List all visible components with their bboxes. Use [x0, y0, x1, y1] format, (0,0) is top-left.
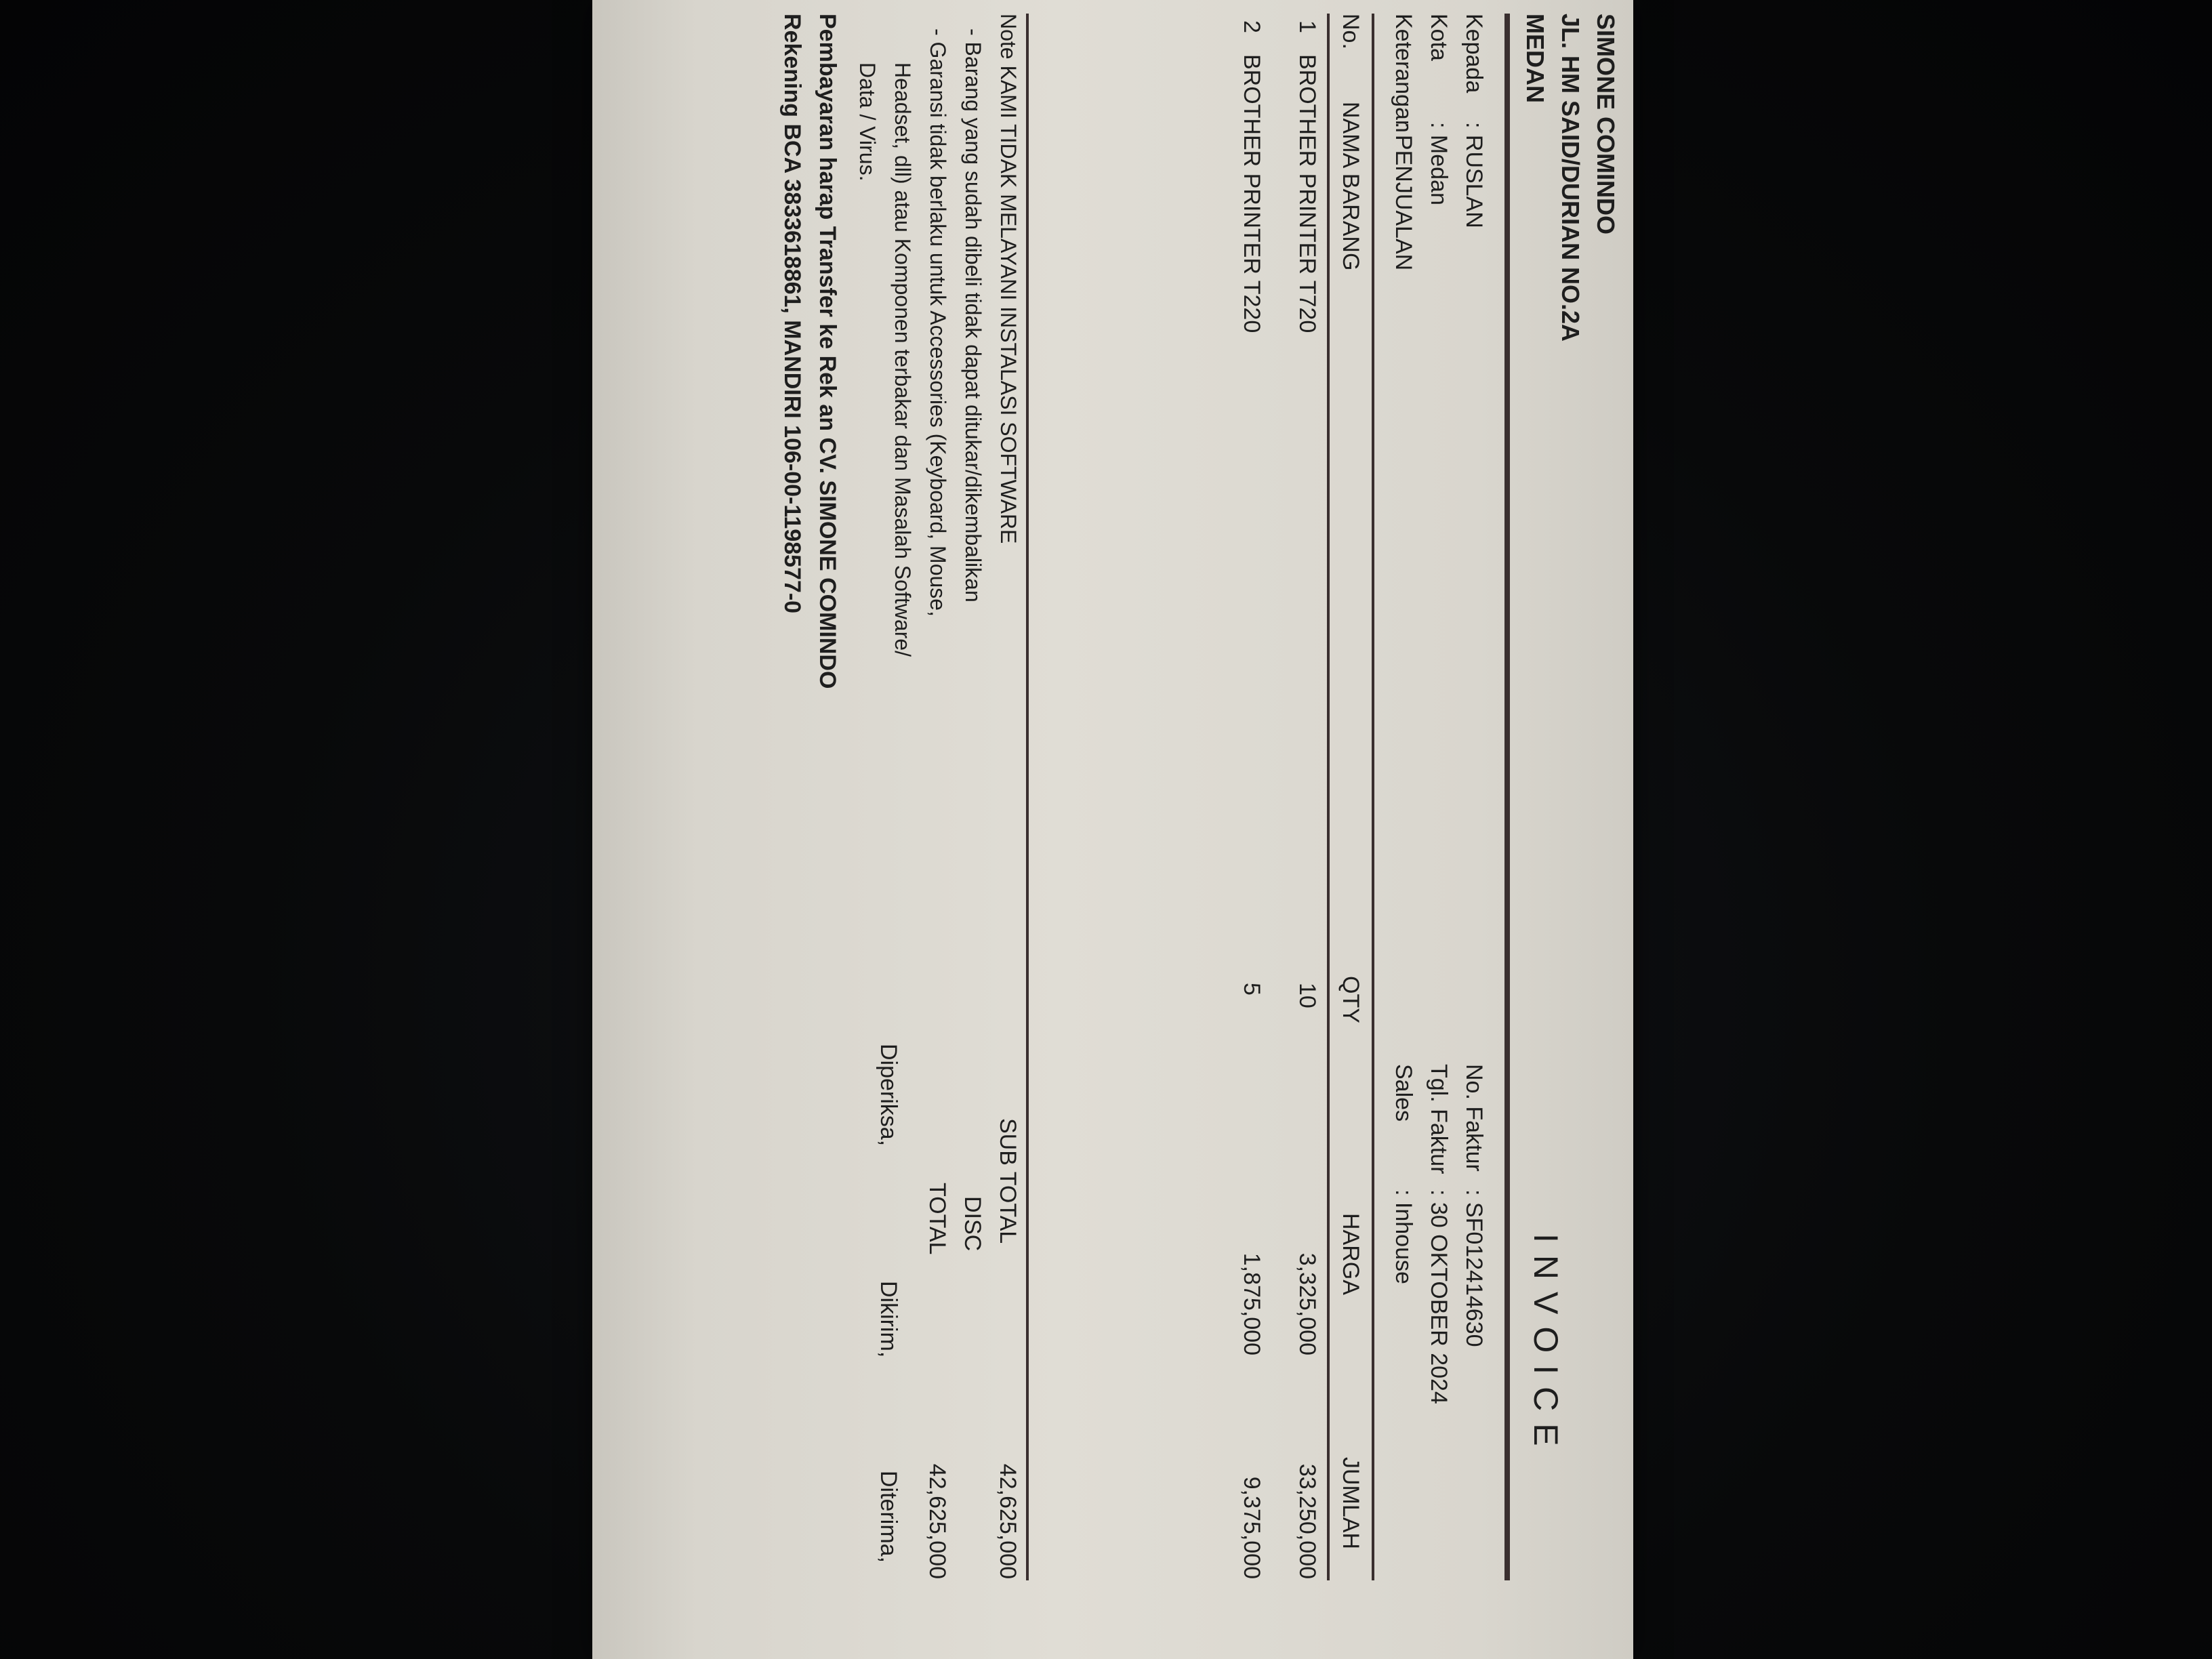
- kepada-value: : RUSLAN: [1461, 122, 1487, 228]
- sign-diperiksa: Diperiksa,: [876, 1044, 901, 1147]
- row1-harga: 3,325,000: [1294, 1252, 1320, 1355]
- sales-value: : Inhouse: [1391, 1189, 1416, 1284]
- header-divider: [1504, 14, 1510, 1580]
- kepada-label: Kepada: [1461, 14, 1487, 94]
- col-no-header: No.: [1338, 14, 1364, 49]
- row1-qty: 10: [1294, 983, 1320, 1008]
- table-header-rule: [1327, 14, 1330, 1580]
- keterangan-label: Keterangan: [1391, 14, 1416, 133]
- row2-nama: BROTHER PRINTER T220: [1239, 54, 1265, 333]
- table-bottom-rule: [1026, 14, 1029, 1580]
- sign-diterima: Diterima,: [876, 1471, 901, 1563]
- note-line-3: Headset, dll) atau Komponen terbakar dan Masalah Software/: [890, 62, 915, 657]
- col-nama-header: NAMA BARANG: [1338, 102, 1364, 271]
- company-name: SIMONE COMINDO: [1592, 14, 1620, 235]
- no-faktur-label: No. Faktur: [1461, 1064, 1487, 1172]
- note-line-1: - Barang yang sudah dibeli tidak dapat ditukar/dikembalikan: [961, 28, 985, 602]
- note-line-4: Data / Virus.: [855, 62, 880, 182]
- total-label: TOTAL: [924, 1183, 950, 1255]
- col-harga-header: HARGA: [1338, 1213, 1364, 1295]
- payment-line-2: Rekening BCA 3833618861, MANDIRI 106-00-1198577-0: [779, 14, 805, 614]
- tgl-faktur-value: : 30 OKTOBER 2024: [1426, 1189, 1452, 1404]
- payment-line-1: Pembayaran harap Transfer ke Rek an CV. SIMONE COMINDO: [815, 14, 840, 689]
- subtotal-value: 42,625,000: [995, 1463, 1021, 1579]
- invoice-title: INVOICE: [1527, 1233, 1565, 1458]
- company-city: MEDAN: [1521, 14, 1549, 103]
- total-value: 42,625,000: [924, 1463, 950, 1579]
- sales-label: Sales: [1391, 1064, 1416, 1122]
- no-faktur-value: : SF012414630: [1461, 1189, 1487, 1347]
- row2-no: 2: [1239, 20, 1265, 33]
- row1-nama: BROTHER PRINTER T720: [1294, 54, 1320, 333]
- col-jumlah-header: JUMLAH: [1338, 1457, 1364, 1550]
- kota-value: : Medan: [1426, 122, 1452, 205]
- keterangan-value: : PENJUALAN: [1391, 122, 1416, 271]
- row1-jumlah: 33,250,000: [1294, 1463, 1320, 1579]
- row2-harga: 1,875,000: [1239, 1252, 1265, 1355]
- note-heading: Note KAMI TIDAK MELAYANI INSTALASI SOFTWARE: [996, 14, 1021, 544]
- invoice-document: [603, 14, 1620, 1640]
- kota-label: Kota: [1426, 14, 1452, 61]
- sign-dikirim: Dikirim,: [876, 1281, 901, 1358]
- tgl-faktur-label: Tgl. Faktur: [1426, 1064, 1452, 1174]
- table-top-rule: [1372, 14, 1374, 1580]
- row2-jumlah: 9,375,000: [1239, 1476, 1265, 1579]
- disc-label: DISC: [960, 1196, 985, 1252]
- col-qty-header: QTY: [1338, 976, 1364, 1023]
- row2-qty: 5: [1239, 983, 1265, 996]
- subtotal-label: SUB TOTAL: [995, 1118, 1021, 1244]
- company-address: JL. HM SAID/DURIAN NO.2A: [1557, 14, 1584, 342]
- row1-no: 1: [1294, 20, 1320, 33]
- note-line-2: - Garansi tidak berlaku untuk Accessories (Keyboard, Mouse,: [926, 28, 950, 617]
